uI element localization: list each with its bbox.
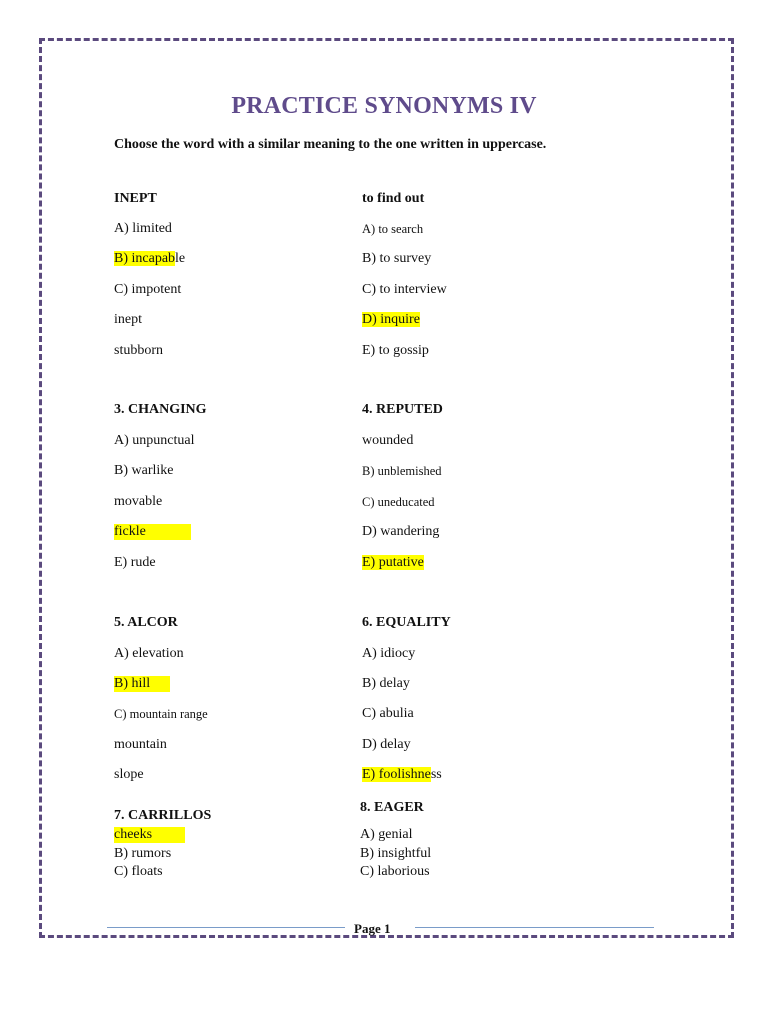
question-8-option-b[interactable]: B) insightful <box>360 846 432 861</box>
question-4-option-d[interactable]: D) wandering <box>362 524 440 539</box>
question-2-heading: to find out <box>362 191 425 206</box>
question-3-option-b[interactable]: B) warlike <box>114 463 174 478</box>
question-3-heading: 3. CHANGING <box>114 402 207 417</box>
question-3-option-a[interactable]: A) unpunctual <box>114 433 195 448</box>
question-3-option-c[interactable]: movable <box>114 494 163 509</box>
question-4-option-b[interactable]: B) unblemished <box>362 464 442 478</box>
question-5-option-e[interactable]: slope <box>114 767 144 782</box>
question-2-option-d[interactable]: D) inquire <box>362 312 420 327</box>
question-4-option-e[interactable]: E) putative <box>362 555 424 570</box>
question-1-option-a[interactable]: A) limited <box>114 221 172 236</box>
question-1-heading: INEPT <box>114 191 157 206</box>
question-8-option-a[interactable]: A) genial <box>360 827 413 842</box>
question-3-option-e[interactable]: E) rude <box>114 555 156 570</box>
question-8-heading: 8. EAGER <box>360 800 424 815</box>
page-number: Page 1 <box>354 921 391 936</box>
question-3-option-d[interactable]: fickle <box>114 524 191 540</box>
question-2-option-b[interactable]: B) to survey <box>362 251 432 266</box>
instructions: Choose the word with a similar meaning to the one written in uppercase. <box>114 137 547 152</box>
question-1-option-e[interactable]: stubborn <box>114 343 163 358</box>
question-7-option-a[interactable]: cheeks <box>114 827 185 843</box>
question-1-option-b[interactable]: B) incapable <box>114 251 186 266</box>
question-4-heading: 4. REPUTED <box>362 402 443 417</box>
question-7-option-c[interactable]: C) floats <box>114 864 163 879</box>
question-2-option-a[interactable]: A) to search <box>362 222 424 236</box>
question-6-heading: 6. EQUALITY <box>362 615 451 630</box>
question-4-option-a[interactable]: wounded <box>362 433 414 448</box>
question-6-option-e[interactable]: E) foolishness <box>362 767 442 782</box>
question-8-option-c[interactable]: C) laborious <box>360 864 430 879</box>
question-6-option-a[interactable]: A) idiocy <box>362 646 416 661</box>
page-title: PRACTICE SYNONYMS IV <box>231 93 537 119</box>
question-5-heading: 5. ALCOR <box>114 615 178 630</box>
question-5-option-d[interactable]: mountain <box>114 737 167 752</box>
question-2-option-e[interactable]: E) to gossip <box>362 343 429 358</box>
question-7-option-b[interactable]: B) rumors <box>114 846 172 861</box>
question-2-option-c[interactable]: C) to interview <box>362 282 447 297</box>
question-1-option-d[interactable]: inept <box>114 312 142 327</box>
question-4-option-c[interactable]: C) uneducated <box>362 495 435 509</box>
footer-rule-left <box>107 927 345 928</box>
question-6-option-c[interactable]: C) abulia <box>362 706 414 721</box>
question-7-heading: 7. CARRILLOS <box>114 808 212 823</box>
question-6-option-b[interactable]: B) delay <box>362 676 410 691</box>
question-5-option-c[interactable]: C) mountain range <box>114 707 208 721</box>
footer-rule-right <box>415 927 654 928</box>
question-6-option-d[interactable]: D) delay <box>362 737 411 752</box>
question-5-option-b[interactable]: B) hill <box>114 676 170 692</box>
question-5-option-a[interactable]: A) elevation <box>114 646 184 661</box>
question-1-option-c[interactable]: C) impotent <box>114 282 182 297</box>
